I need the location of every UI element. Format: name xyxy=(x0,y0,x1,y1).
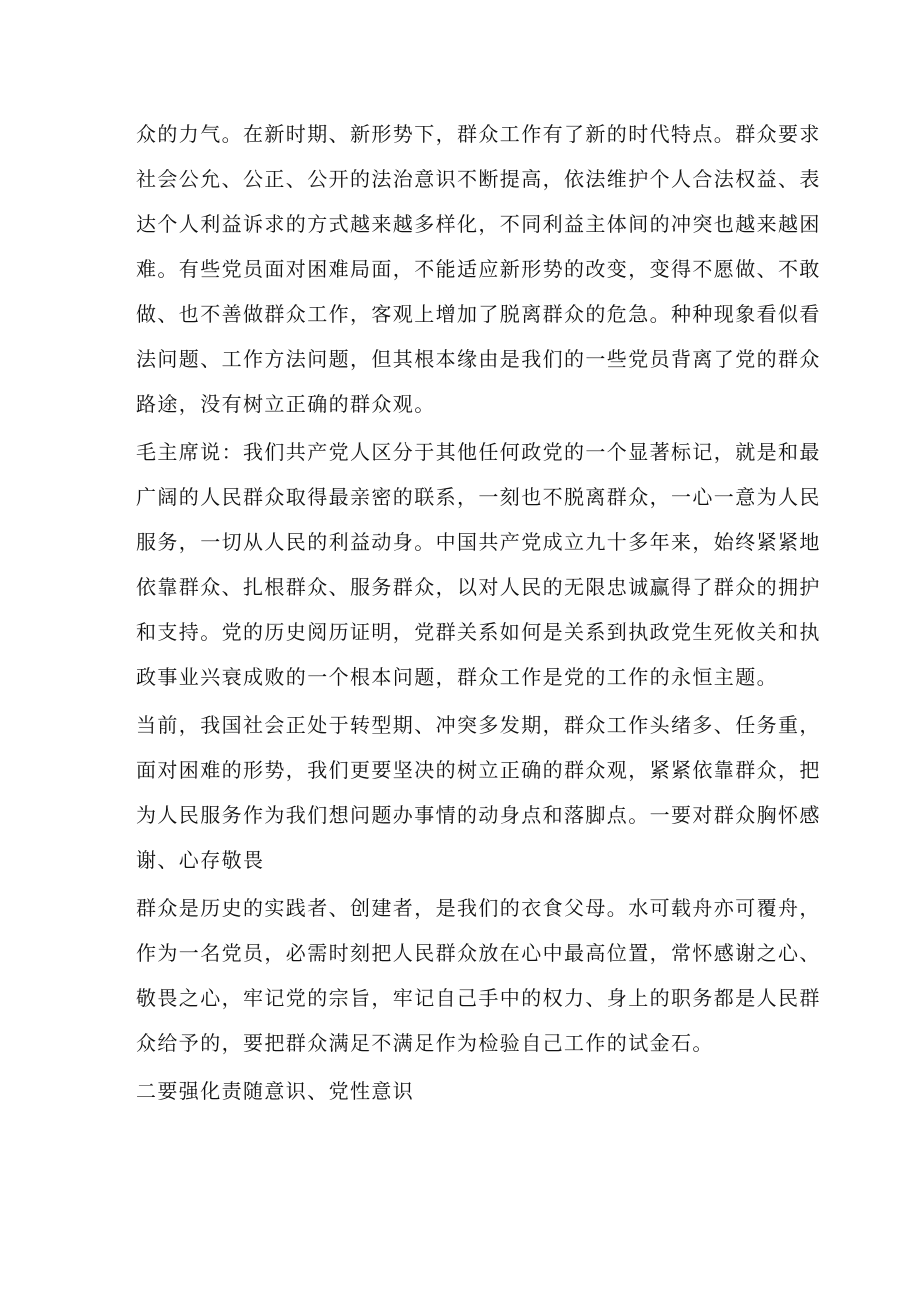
text-line: 众给予的，要把群众满足不满足作为检验自己工作的试金石。 xyxy=(136,1031,714,1055)
text-line: 面对困难的形势，我们更要坚决的树立正确的群众观，紧紧依靠群众，把 xyxy=(136,758,821,782)
text-line: 众的力气。在新时期、新形势下，群众工作有了新的时代特点。群众要求 xyxy=(136,122,821,146)
text-line: 毛主席说：我们共产党人区分于其他任何政党的一个显著标记，就是和最 xyxy=(136,440,821,464)
paragraph-5 xyxy=(136,1069,784,1114)
paragraph-2 xyxy=(136,430,821,700)
text-line: 群众是历史的实践者、创建者，是我们的衣食父母。水可载舟亦可覆舟， xyxy=(136,896,821,920)
text-line: 敬畏之心，牢记党的宗旨，牢记自己手中的权力、身上的职务都是人民群 xyxy=(136,986,821,1010)
text-line: 谢、心存敬畏 xyxy=(136,848,265,872)
text-line: 政事业兴衰成败的一个根本问题，群众工作是党的工作的永恒主题。 xyxy=(136,665,778,689)
text-line: 难。有些党员面对困难局面，不能适应新形势的改变，变得不愿做、不敢 xyxy=(136,257,821,281)
text-line: 为人民服务作为我们想问题办事情的动身点和落脚点。一要对群众胸怀感 xyxy=(136,803,821,827)
text-line: 作为一名党员，必需时刻把人民群众放在心中最高位置，常怀感谢之心、 xyxy=(136,941,821,965)
text-line: 法问题、工作方法问题，但其根本缘由是我们的一些党员背离了党的群众 xyxy=(136,347,821,371)
text-line: 路途，没有树立正确的群众观。 xyxy=(136,392,436,416)
document-body xyxy=(136,112,821,1114)
text-line: 依靠群众、扎根群众、服务群众，以对人民的无限忠诚赢得了群众的拥护 xyxy=(136,575,821,599)
paragraph-1 xyxy=(136,112,821,427)
paragraph-3 xyxy=(136,703,821,883)
text-line: 二要强化责随意识、党性意识 xyxy=(136,1079,415,1103)
paragraph-4 xyxy=(136,886,821,1066)
text-line: 达个人利益诉求的方式越来越多样化，不同利益主体间的冲突也越来越困 xyxy=(136,212,821,236)
text-line: 当前，我国社会正处于转型期、冲突多发期，群众工作头绪多、任务重， xyxy=(136,713,821,737)
text-line: 和支持。党的历史阅历证明，党群关系如何是关系到执政党生死攸关和执 xyxy=(136,620,821,644)
text-line: 做、也不善做群众工作，客观上增加了脱离群众的危急。种种现象看似看 xyxy=(136,302,821,326)
text-line: 社会公允、公正、公开的法治意识不断提高，依法维护个人合法权益、表 xyxy=(136,167,821,191)
text-line: 服务，一切从人民的利益动身。中国共产党成立九十多年来，始终紧紧地 xyxy=(136,530,821,554)
text-line: 广阔的人民群众取得最亲密的联系，一刻也不脱离群众，一心一意为人民 xyxy=(136,485,821,509)
